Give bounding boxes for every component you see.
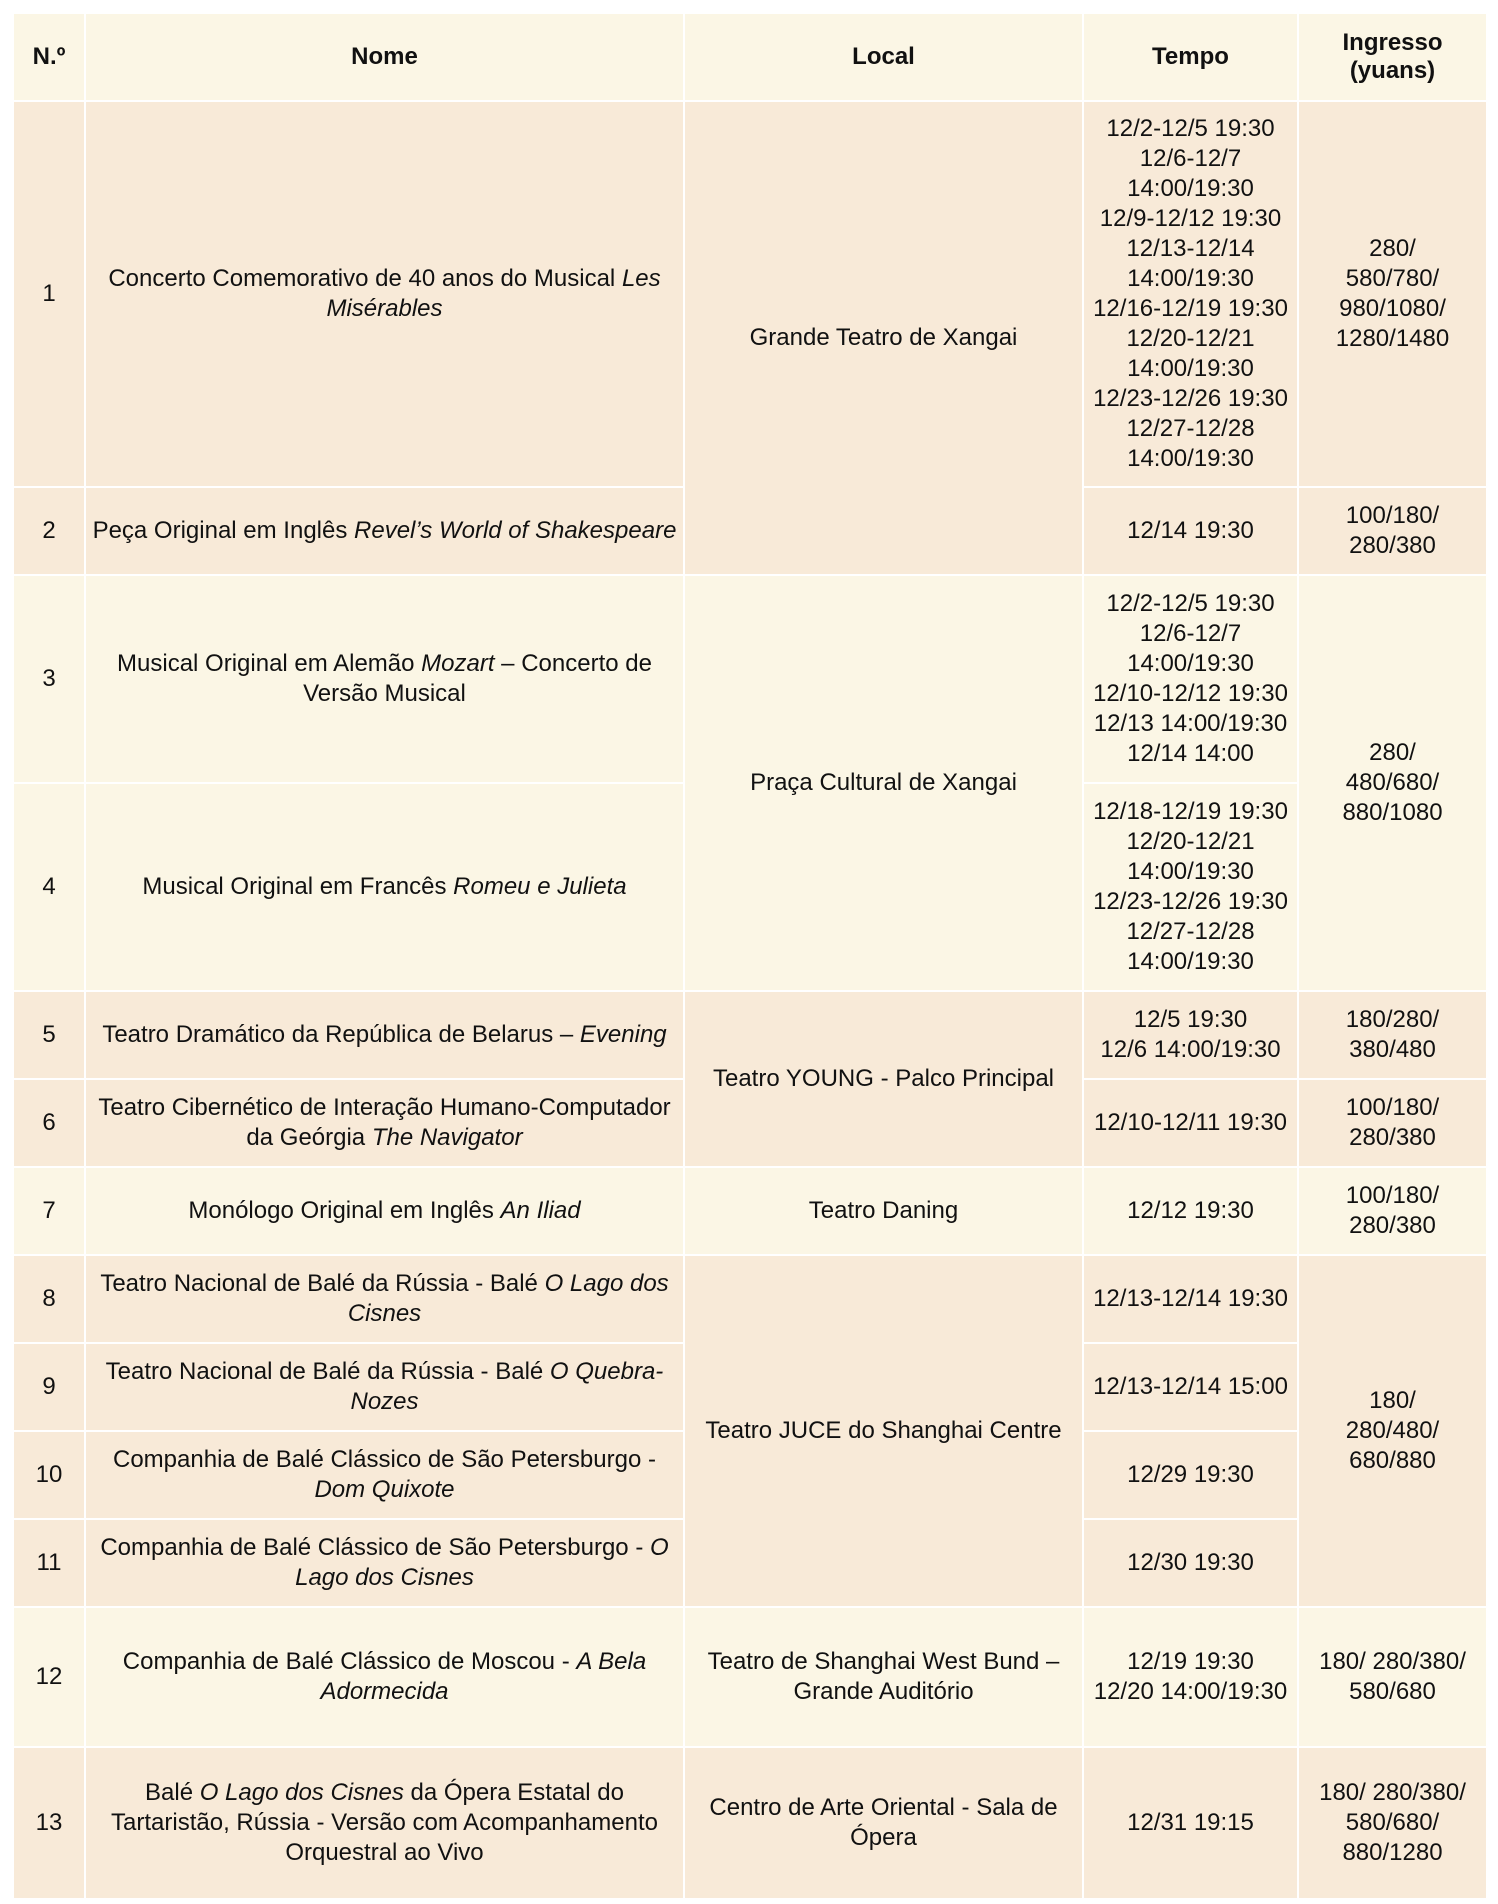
ticket-price: 180/ 280/480/ 680/880 bbox=[1298, 1255, 1487, 1607]
row-num: 5 bbox=[13, 991, 85, 1079]
header-ticket bbox=[1298, 13, 1487, 101]
table-row bbox=[13, 991, 1487, 1079]
event-time: 12/2-12/5 19:30 12/6-12/7 14:00/19:30 12/9-12/12 19:30 12/13-12/14 14:00/19:30 12/16-12/19 19:30 12/20-12/21 14:00/19:30 12/23-12/26 19:30 12/27-12/28 14:00/19:30 bbox=[1083, 101, 1298, 487]
row-num: 7 bbox=[13, 1167, 85, 1255]
table-row bbox=[13, 1747, 1487, 1899]
row-num: 10 bbox=[13, 1431, 85, 1519]
row-num: 6 bbox=[13, 1079, 85, 1167]
event-name: Companhia de Balé Clássico de São Petersburgo - Dom Quixote bbox=[85, 1431, 684, 1519]
event-time: 12/30 19:30 bbox=[1083, 1519, 1298, 1607]
table-row bbox=[13, 575, 1487, 783]
event-name: Companhia de Balé Clássico de Moscou - A Bela Adormecida bbox=[85, 1607, 684, 1747]
ticket-price: 280/ 580/780/ 980/1080/ 1280/1480 bbox=[1298, 101, 1487, 487]
header-time: Tempo bbox=[1083, 13, 1298, 101]
event-time: 12/13-12/14 15:00 bbox=[1083, 1343, 1298, 1431]
event-name: Peça Original em Inglês Revel’s World of Shakespeare bbox=[85, 487, 684, 575]
venue: Praça Cultural de Xangai bbox=[684, 575, 1083, 991]
ticket-price: 100/180/ 280/380 bbox=[1298, 487, 1487, 575]
event-name: Monólogo Original em Inglês An Iliad bbox=[85, 1167, 684, 1255]
row-num: 12 bbox=[13, 1607, 85, 1747]
header-ticket-line2: (yuans) bbox=[1349, 57, 1436, 84]
venue: Teatro Daning bbox=[684, 1167, 1083, 1255]
header-ticket-line1: Ingresso bbox=[1342, 29, 1443, 56]
row-num: 3 bbox=[13, 575, 85, 783]
event-time: 12/31 19:15 bbox=[1083, 1747, 1298, 1899]
event-name: Musical Original em Francês Romeu e Julieta bbox=[85, 783, 684, 991]
table-row bbox=[13, 101, 1487, 487]
ticket-price: 180/ 280/380/ 580/680 bbox=[1298, 1607, 1487, 1747]
event-time: 12/29 19:30 bbox=[1083, 1431, 1298, 1519]
row-num: 13 bbox=[13, 1747, 85, 1899]
row-num: 1 bbox=[13, 101, 85, 487]
header-name: Nome bbox=[85, 13, 684, 101]
event-name: Teatro Dramático da República de Belarus – Evening bbox=[85, 991, 684, 1079]
header-num: N.º bbox=[13, 13, 85, 101]
row-num: 4 bbox=[13, 783, 85, 991]
row-num: 9 bbox=[13, 1343, 85, 1431]
event-time: 12/12 19:30 bbox=[1083, 1167, 1298, 1255]
table-row bbox=[13, 1255, 1487, 1343]
row-num: 11 bbox=[13, 1519, 85, 1607]
event-name: Teatro Cibernético de Interação Humano-Computador da Geórgia The Navigator bbox=[85, 1079, 684, 1167]
event-name: Teatro Nacional de Balé da Rússia - Balé O Quebra-Nozes bbox=[85, 1343, 684, 1431]
table-row bbox=[13, 1607, 1487, 1747]
event-name: Concerto Comemorativo de 40 anos do Musical Les Misérables bbox=[85, 101, 684, 487]
venue: Grande Teatro de Xangai bbox=[684, 101, 1083, 575]
event-time: 12/18-12/19 19:30 12/20-12/21 14:00/19:30 12/23-12/26 19:30 12/27-12/28 14:00/19:30 bbox=[1083, 783, 1298, 991]
ticket-price: 180/ 280/380/ 580/680/ 880/1280 bbox=[1298, 1747, 1487, 1899]
event-time: 12/14 19:30 bbox=[1083, 487, 1298, 575]
ticket-price: 280/ 480/680/ 880/1080 bbox=[1298, 575, 1487, 991]
event-name: Balé O Lago dos Cisnes da Ópera Estatal do Tartaristão, Rússia - Versão com Acompanhamento Orquestral ao Vivo bbox=[85, 1747, 684, 1899]
event-time: 12/13-12/14 19:30 bbox=[1083, 1255, 1298, 1343]
event-name: Musical Original em Alemão Mozart – Concerto de Versão Musical bbox=[85, 575, 684, 783]
table-row bbox=[13, 1167, 1487, 1255]
event-time: 12/2-12/5 19:30 12/6-12/7 14:00/19:30 12/10-12/12 19:30 12/13 14:00/19:30 12/14 14:00 bbox=[1083, 575, 1298, 783]
venue: Teatro JUCE do Shanghai Centre bbox=[684, 1255, 1083, 1607]
header-venue: Local bbox=[684, 13, 1083, 101]
venue: Teatro de Shanghai West Bund – Grande Auditório bbox=[684, 1607, 1083, 1747]
event-time: 12/5 19:30 12/6 14:00/19:30 bbox=[1083, 991, 1298, 1079]
row-num: 8 bbox=[13, 1255, 85, 1343]
event-name: Companhia de Balé Clássico de São Petersburgo - O Lago dos Cisnes bbox=[85, 1519, 684, 1607]
header-row bbox=[13, 13, 1487, 101]
ticket-price: 180/280/ 380/480 bbox=[1298, 991, 1487, 1079]
venue: Teatro YOUNG - Palco Principal bbox=[684, 991, 1083, 1167]
event-time: 12/19 19:30 12/20 14:00/19:30 bbox=[1083, 1607, 1298, 1747]
event-name: Teatro Nacional de Balé da Rússia - Balé O Lago dos Cisnes bbox=[85, 1255, 684, 1343]
venue: Centro de Arte Oriental - Sala de Ópera bbox=[684, 1747, 1083, 1899]
ticket-price: 100/180/ 280/380 bbox=[1298, 1167, 1487, 1255]
ticket-price: 100/180/ 280/380 bbox=[1298, 1079, 1487, 1167]
row-num: 2 bbox=[13, 487, 85, 575]
events-table bbox=[12, 12, 1488, 1900]
event-time: 12/10-12/11 19:30 bbox=[1083, 1079, 1298, 1167]
